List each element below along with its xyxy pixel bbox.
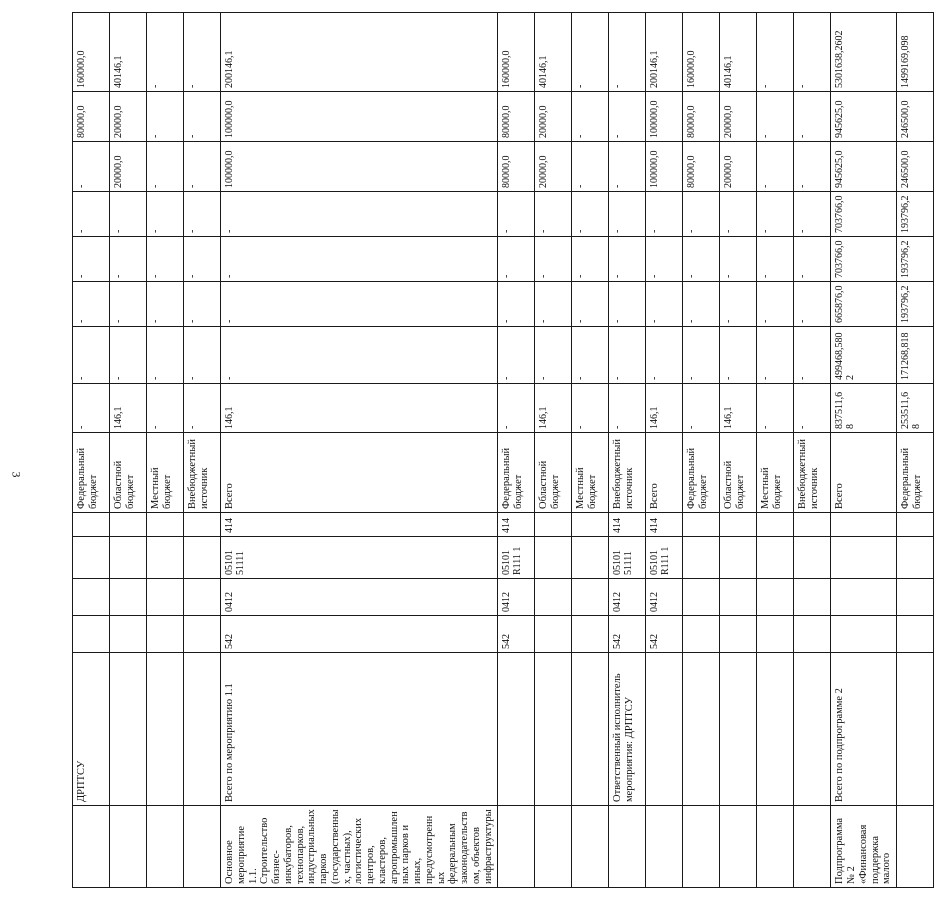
code-cell <box>147 513 184 537</box>
value-cell: 246500,0 <box>897 142 934 192</box>
value-cell: - <box>184 13 221 92</box>
value-cell: - <box>147 327 184 384</box>
value-cell: - <box>609 237 646 282</box>
value-cell: - <box>498 282 535 327</box>
value-cell: - <box>646 327 683 384</box>
value-cell: - <box>683 237 720 282</box>
code-cell <box>110 513 147 537</box>
funding-source-cell: Областной бюджет <box>535 433 572 513</box>
event-cell: Основное мероприятие 1.1. Строительство бизнес-инкубаторов, технопарков, индустриальных парков (государственных, частных), логистических центров, кластеров, агропромышленных парков и иных, предусмотренных федеральным законодательством, объектов инфраструктуры <box>221 806 498 888</box>
table-row <box>110 13 147 888</box>
code-cell <box>757 513 794 537</box>
value-cell: - <box>609 384 646 433</box>
value-cell: - <box>498 192 535 237</box>
funding-source-cell: Местный бюджет <box>757 433 794 513</box>
value-cell: 20000,0 <box>720 142 757 192</box>
value-cell: - <box>572 192 609 237</box>
value-cell: - <box>757 92 794 142</box>
code-cell <box>720 579 757 616</box>
value-cell: 171268,818 <box>897 327 934 384</box>
code-cell: 414 <box>498 513 535 537</box>
value-cell: - <box>147 13 184 92</box>
code-cell <box>794 513 831 537</box>
code-cell <box>73 537 110 579</box>
value-cell: - <box>572 327 609 384</box>
code-cell <box>794 537 831 579</box>
funding-source-cell: Всего <box>646 433 683 513</box>
value-cell: - <box>572 237 609 282</box>
value-cell: 20000,0 <box>110 142 147 192</box>
code-cell <box>683 579 720 616</box>
responsible-cell: ДРПТСУ <box>73 653 110 806</box>
value-cell: - <box>221 192 498 237</box>
rotated-page <box>72 13 923 888</box>
code-cell <box>535 616 572 653</box>
value-cell: 160000,0 <box>683 13 720 92</box>
value-cell: 40146,1 <box>110 13 147 92</box>
funding-source-cell: Федеральный бюджет <box>73 433 110 513</box>
value-cell: 146,1 <box>646 384 683 433</box>
value-cell: 160000,0 <box>73 13 110 92</box>
table-body <box>73 13 934 888</box>
value-cell: - <box>184 282 221 327</box>
responsible-cell <box>147 653 184 806</box>
value-cell: 193796,2 <box>897 237 934 282</box>
value-cell: - <box>184 192 221 237</box>
value-cell: 193796,2 <box>897 192 934 237</box>
funding-source-cell: Местный бюджет <box>572 433 609 513</box>
value-cell: 253511,68 <box>897 384 934 433</box>
value-cell: - <box>794 327 831 384</box>
code-cell: 05101 R111 1 <box>646 537 683 579</box>
event-cell: Подпрограмма № 2 «Финансовая поддержка малого <box>831 806 897 888</box>
value-cell: - <box>720 192 757 237</box>
code-cell <box>720 616 757 653</box>
value-cell: - <box>646 192 683 237</box>
event-cell <box>147 806 184 888</box>
responsible-cell: Ответственный исполнитель мероприятия: ДРПТСУ <box>609 653 646 806</box>
value-cell: - <box>720 237 757 282</box>
value-cell: - <box>609 327 646 384</box>
value-cell: 200146,1 <box>221 13 498 92</box>
page-number: 3 <box>9 471 24 478</box>
event-cell <box>609 806 646 888</box>
responsible-cell <box>897 653 934 806</box>
value-cell: - <box>535 192 572 237</box>
code-cell <box>794 579 831 616</box>
funding-source-cell: Внебюджетный источник <box>794 433 831 513</box>
responsible-cell <box>535 653 572 806</box>
value-cell: - <box>535 237 572 282</box>
responsible-cell <box>110 653 147 806</box>
value-cell: 146,1 <box>535 384 572 433</box>
code-cell: 05101 51111 <box>221 537 498 579</box>
value-cell: - <box>720 327 757 384</box>
code-cell <box>184 513 221 537</box>
code-cell <box>535 579 572 616</box>
value-cell: - <box>794 13 831 92</box>
event-cell <box>683 806 720 888</box>
value-cell: 160000,0 <box>498 13 535 92</box>
code-cell <box>897 513 934 537</box>
value-cell: - <box>683 282 720 327</box>
value-cell: - <box>609 282 646 327</box>
value-cell: - <box>73 192 110 237</box>
responsible-cell <box>720 653 757 806</box>
table-row <box>831 13 897 888</box>
code-cell <box>73 616 110 653</box>
code-cell: 0412 <box>221 579 498 616</box>
code-cell <box>831 537 897 579</box>
value-cell: - <box>147 282 184 327</box>
responsible-cell <box>683 653 720 806</box>
code-cell <box>110 537 147 579</box>
funding-source-cell: Всего <box>831 433 897 513</box>
value-cell: - <box>794 282 831 327</box>
value-cell: - <box>498 327 535 384</box>
code-cell <box>572 513 609 537</box>
code-cell <box>720 513 757 537</box>
event-cell <box>794 806 831 888</box>
table-row <box>147 13 184 888</box>
value-cell: - <box>535 327 572 384</box>
table-row <box>897 13 934 888</box>
responsible-cell: Всего по подпрограмме 2 <box>831 653 897 806</box>
value-cell: - <box>73 237 110 282</box>
funding-source-cell: Федеральный бюджет <box>683 433 720 513</box>
value-cell: - <box>572 13 609 92</box>
code-cell <box>535 537 572 579</box>
value-cell: - <box>683 192 720 237</box>
value-cell: - <box>73 384 110 433</box>
event-cell <box>757 806 794 888</box>
table-row <box>184 13 221 888</box>
code-cell: 542 <box>498 616 535 653</box>
code-cell <box>897 579 934 616</box>
event-cell <box>184 806 221 888</box>
code-cell <box>184 537 221 579</box>
value-cell: - <box>147 384 184 433</box>
value-cell: 1499169,098 <box>897 13 934 92</box>
code-cell <box>794 616 831 653</box>
value-cell: 80000,0 <box>683 92 720 142</box>
funding-source-cell: Всего <box>221 433 498 513</box>
code-cell <box>683 616 720 653</box>
code-cell <box>110 579 147 616</box>
code-cell: 0412 <box>498 579 535 616</box>
event-cell <box>720 806 757 888</box>
value-cell: 193796,2 <box>897 282 934 327</box>
code-cell <box>184 616 221 653</box>
funding-source-cell: Областной бюджет <box>110 433 147 513</box>
value-cell: - <box>73 282 110 327</box>
value-cell: 80000,0 <box>498 142 535 192</box>
table-row <box>757 13 794 888</box>
value-cell: - <box>609 92 646 142</box>
table-row <box>221 13 498 888</box>
event-cell <box>110 806 147 888</box>
value-cell: - <box>73 327 110 384</box>
code-cell <box>897 616 934 653</box>
table-row <box>683 13 720 888</box>
value-cell: 837511,68 <box>831 384 897 433</box>
value-cell: 146,1 <box>110 384 147 433</box>
event-cell <box>572 806 609 888</box>
code-cell: 542 <box>221 616 498 653</box>
code-cell <box>683 537 720 579</box>
value-cell: - <box>757 237 794 282</box>
event-cell <box>897 806 934 888</box>
value-cell: - <box>757 192 794 237</box>
value-cell: 945625,0 <box>831 142 897 192</box>
event-cell <box>498 806 535 888</box>
value-cell: - <box>184 237 221 282</box>
code-cell: 0412 <box>646 579 683 616</box>
value-cell: - <box>498 237 535 282</box>
table-row <box>572 13 609 888</box>
value-cell: - <box>757 282 794 327</box>
code-cell <box>147 579 184 616</box>
responsible-cell: Всего по мероприятию 1.1 <box>221 653 498 806</box>
value-cell: - <box>572 142 609 192</box>
funding-source-cell: Внебюджетный источник <box>609 433 646 513</box>
value-cell: - <box>184 384 221 433</box>
value-cell: - <box>221 282 498 327</box>
value-cell: 100000,0 <box>221 92 498 142</box>
value-cell: - <box>646 282 683 327</box>
value-cell: - <box>110 327 147 384</box>
code-cell <box>147 616 184 653</box>
code-cell <box>572 537 609 579</box>
code-cell <box>757 537 794 579</box>
value-cell: - <box>147 237 184 282</box>
code-cell: 542 <box>609 616 646 653</box>
responsible-cell <box>646 653 683 806</box>
event-cell <box>73 806 110 888</box>
code-cell <box>897 537 934 579</box>
value-cell: - <box>683 327 720 384</box>
table-row <box>794 13 831 888</box>
code-cell <box>572 579 609 616</box>
value-cell: 40146,1 <box>535 13 572 92</box>
value-cell: - <box>221 237 498 282</box>
value-cell: - <box>609 142 646 192</box>
value-cell: - <box>221 327 498 384</box>
value-cell: - <box>184 92 221 142</box>
value-cell: 200146,1 <box>646 13 683 92</box>
value-cell: - <box>498 384 535 433</box>
value-cell: 100000,0 <box>646 142 683 192</box>
value-cell: 703766,0 <box>831 192 897 237</box>
value-cell: - <box>184 142 221 192</box>
funding-source-cell: Областной бюджет <box>720 433 757 513</box>
value-cell: - <box>720 282 757 327</box>
code-cell <box>572 616 609 653</box>
code-cell <box>720 537 757 579</box>
code-cell <box>73 513 110 537</box>
value-cell: 20000,0 <box>720 92 757 142</box>
value-cell: - <box>147 92 184 142</box>
value-cell: 20000,0 <box>110 92 147 142</box>
table-row <box>498 13 535 888</box>
value-cell: 665876,0 <box>831 282 897 327</box>
value-cell: - <box>794 92 831 142</box>
value-cell: - <box>147 192 184 237</box>
code-cell <box>757 616 794 653</box>
code-cell <box>757 579 794 616</box>
value-cell: 246500,0 <box>897 92 934 142</box>
code-cell <box>831 579 897 616</box>
responsible-cell <box>184 653 221 806</box>
value-cell: 5301638,2602 <box>831 13 897 92</box>
code-cell: 414 <box>609 513 646 537</box>
value-cell: - <box>646 237 683 282</box>
table-row <box>720 13 757 888</box>
responsible-cell <box>498 653 535 806</box>
value-cell: 80000,0 <box>73 92 110 142</box>
table-row <box>646 13 683 888</box>
value-cell: - <box>757 13 794 92</box>
value-cell: - <box>110 282 147 327</box>
code-cell <box>147 537 184 579</box>
code-cell <box>184 579 221 616</box>
funding-source-cell: Федеральный бюджет <box>498 433 535 513</box>
value-cell: 146,1 <box>720 384 757 433</box>
code-cell <box>73 579 110 616</box>
code-cell: 05101 R111 1 <box>498 537 535 579</box>
value-cell: 80000,0 <box>683 142 720 192</box>
code-cell <box>110 616 147 653</box>
event-cell <box>646 806 683 888</box>
value-cell: - <box>757 327 794 384</box>
code-cell: 414 <box>646 513 683 537</box>
value-cell: 100000,0 <box>646 92 683 142</box>
value-cell: 20000,0 <box>535 142 572 192</box>
value-cell: - <box>110 192 147 237</box>
funding-source-cell: Местный бюджет <box>147 433 184 513</box>
funding-source-cell: Внебюджетный источник <box>184 433 221 513</box>
value-cell: 80000,0 <box>498 92 535 142</box>
value-cell: - <box>535 282 572 327</box>
value-cell: - <box>572 92 609 142</box>
value-cell: 146,1 <box>221 384 498 433</box>
value-cell: - <box>73 142 110 192</box>
code-cell: 414 <box>221 513 498 537</box>
value-cell: - <box>110 237 147 282</box>
value-cell: 100000,0 <box>221 142 498 192</box>
value-cell: 40146,1 <box>720 13 757 92</box>
value-cell: - <box>794 384 831 433</box>
value-cell: - <box>609 13 646 92</box>
funding-source-cell: Федеральный бюджет <box>897 433 934 513</box>
value-cell: - <box>683 384 720 433</box>
code-cell: 542 <box>646 616 683 653</box>
table-row <box>609 13 646 888</box>
value-cell: - <box>572 384 609 433</box>
value-cell: - <box>794 142 831 192</box>
code-cell <box>535 513 572 537</box>
responsible-cell <box>757 653 794 806</box>
code-cell <box>683 513 720 537</box>
value-cell: - <box>794 237 831 282</box>
value-cell: 499468,5802 <box>831 327 897 384</box>
code-cell: 05101 51111 <box>609 537 646 579</box>
budget-table <box>72 12 934 888</box>
code-cell: 0412 <box>609 579 646 616</box>
value-cell: 20000,0 <box>535 92 572 142</box>
value-cell: - <box>147 142 184 192</box>
event-cell <box>535 806 572 888</box>
value-cell: 945625,0 <box>831 92 897 142</box>
value-cell: - <box>184 327 221 384</box>
table-row <box>535 13 572 888</box>
value-cell: - <box>757 142 794 192</box>
value-cell: - <box>609 192 646 237</box>
value-cell: - <box>572 282 609 327</box>
code-cell <box>831 513 897 537</box>
responsible-cell <box>794 653 831 806</box>
value-cell: 703766,0 <box>831 237 897 282</box>
value-cell: - <box>794 192 831 237</box>
table-row <box>73 13 110 888</box>
code-cell <box>831 616 897 653</box>
value-cell: - <box>757 384 794 433</box>
responsible-cell <box>572 653 609 806</box>
